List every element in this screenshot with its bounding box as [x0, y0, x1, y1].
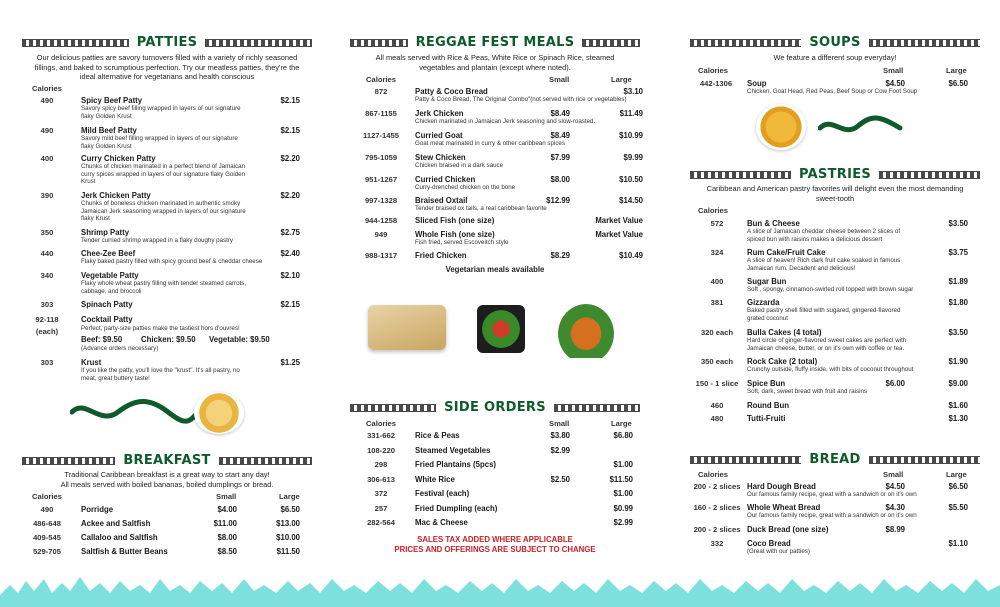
description-line: A slice of heaven! Rich dark fruit cake soaked in famous — [747, 257, 901, 264]
item-description — [747, 388, 947, 396]
item-price-small: $6.00 — [885, 379, 905, 388]
item-price-small: $8.00 — [217, 533, 237, 542]
item-calories: 409-545 — [33, 533, 61, 542]
item-description — [747, 286, 947, 294]
description-line: Chunks of chicken marinated in a perfect blend of Jamaican — [81, 163, 246, 170]
item-name: Shrimp Patty — [81, 228, 130, 237]
item-price: $2.10 — [280, 271, 300, 280]
divider — [22, 39, 129, 47]
item-name: Ackee and Saltfish — [81, 519, 151, 528]
item-calories: 340 — [40, 271, 54, 280]
item-name: Jerk Chicken — [415, 109, 464, 118]
item-calories: 257 — [374, 503, 388, 513]
soups-col-header: Calories Small Large — [698, 66, 967, 75]
item-price-large: $11.50 — [276, 547, 300, 556]
item-description — [81, 200, 276, 223]
item-calories: 108-220 — [367, 445, 395, 455]
item-calories: 529-705 — [33, 547, 61, 556]
description-line: Flaky whole wheat pastry filling with tender steamed carrots, — [81, 280, 247, 287]
jerk-chicken-plate-image — [477, 305, 525, 353]
pastries-header — [690, 163, 980, 185]
item-description: Chicken braised in a dark sauce — [415, 162, 504, 169]
breakfast-header — [22, 449, 312, 471]
item-name: Stew Chicken — [415, 153, 466, 162]
item-price-large: $10.00 — [276, 533, 300, 542]
divider — [22, 457, 115, 465]
item-calories: 480 — [710, 414, 724, 423]
item-calories: 867-1155 — [365, 109, 397, 118]
item-price: $1.89 — [948, 277, 968, 286]
item-name: White Rice — [415, 474, 455, 484]
breakfast-title: BREAKFAST — [123, 452, 211, 468]
squiggle-decoration — [818, 114, 903, 140]
item-name: Porridge — [81, 505, 114, 514]
description-line: Jamaican rum. Decadent and delicious! — [747, 264, 856, 272]
description-line: Jamaican cheese, butter, or on it's own with coffee or tea. — [747, 344, 905, 352]
item-calories: 350 each — [700, 357, 734, 366]
item-name: Whole Wheat Bread — [747, 503, 821, 512]
item-price-small: $8.49 — [550, 131, 570, 140]
item-description: Chicken marinated in Jamaican Jerk seasoning and slow-roasted. — [415, 118, 596, 125]
divider — [219, 457, 312, 465]
item-calories: 160 - 2 slices — [693, 503, 741, 512]
item-calories: 572 — [710, 219, 724, 228]
item-calories: 400 — [40, 154, 54, 163]
item-name: Rice & Peas — [415, 431, 460, 440]
item-name: Braised Oxtail — [415, 196, 468, 205]
item-calories: 306-613 — [367, 474, 395, 484]
item-description — [81, 105, 276, 120]
item-description — [81, 280, 276, 295]
item-price-small: $4.50 — [885, 482, 905, 491]
item-name: Saltfish & Butter Beans — [81, 547, 168, 556]
patties-col-header: Calories — [32, 84, 62, 93]
item-calories: 460 — [710, 401, 724, 410]
item-price-small: $2.50 — [550, 474, 570, 484]
item-name: Fried Plantains (5pcs) — [415, 460, 497, 469]
item-price-small: $8.49 — [550, 109, 570, 118]
patties-intro: Our delicious patties are savory turnovers filled with a variety of richly seasoned fillings, and baked to scrumptious perfection. Try our meatless patties, they're the ideal alternative for vegetarians and health conscious — [34, 53, 300, 81]
sides-header — [350, 396, 640, 418]
description-line: flaky Golden Krust — [81, 142, 132, 150]
item-price-large: Market Value — [595, 230, 643, 239]
item-name: Jerk Chicken Patty — [81, 191, 151, 200]
divider — [690, 39, 801, 47]
bread-col-header: Calories Small Large — [698, 470, 967, 479]
item-calories: 331-662 — [367, 431, 395, 440]
divider — [690, 171, 791, 179]
squiggle-decoration — [70, 398, 205, 428]
item-price-small: $4.00 — [217, 505, 237, 514]
grass-border-decoration — [0, 569, 1000, 607]
breakfast-col-header: Calories Small Large — [32, 492, 300, 501]
soups-header — [690, 31, 980, 53]
item-price-large: Market Value — [595, 216, 643, 225]
item-name: Vegetable Patty — [81, 271, 139, 280]
item-name: Rum Cake/Fruit Cake — [747, 248, 826, 257]
item-price: $1.30 — [948, 414, 968, 423]
item-name: Fried Chicken — [415, 251, 467, 260]
divider — [350, 39, 408, 47]
item-price-large: $13.00 — [276, 519, 300, 528]
description-line: Hard circle of ginger-flavored sweet cakes are perfect with — [747, 337, 907, 344]
fried-chicken-image — [558, 304, 614, 358]
breakfast-intro: Traditional Caribbean breakfast is a great way to start any day! All meals served with boiled bananas, boiled dumplings or bread. — [60, 470, 274, 489]
patties-header — [22, 31, 312, 53]
item-calories: 490 — [40, 505, 54, 514]
item-name: Sugar Bun — [747, 277, 787, 286]
item-price-large: $0.99 — [613, 503, 633, 513]
item-description: Chicken, Goat Head, Red Peas, Beef Soup or Cow Foot Soup — [747, 88, 918, 95]
item-name: Spicy Beef Patty — [81, 96, 143, 105]
description-line: Crunchy outside, fluffy inside, with bits of coconut throughout — [747, 366, 914, 373]
item-description — [81, 135, 276, 150]
item-price: $2.15 — [280, 96, 300, 105]
item-name: Chee-Zee Beef — [81, 249, 136, 258]
item-name: Duck Bread (one size) — [747, 525, 829, 534]
item-name: Round Bun — [747, 401, 790, 410]
item-name: Hard Dough Bread — [747, 482, 816, 491]
item-price: $1.60 — [948, 401, 968, 410]
item-description — [747, 366, 947, 374]
pastries-intro: Caribbean and American pastry favorites will delight even the most demanding sweet-tooth — [706, 184, 964, 203]
item-price: $3.50 — [948, 219, 968, 228]
item-description — [81, 163, 276, 186]
description-line: Krust — [81, 178, 96, 186]
item-price-small: $8.50 — [217, 547, 237, 556]
item-price-large: $10.50 — [619, 175, 643, 184]
tax-notice: SALES TAX ADDED WHERE APPLICABLE PRICES AND OFFERINGS ARE SUBJECT TO CHANGE — [394, 535, 596, 554]
item-price: $9.00 — [948, 379, 968, 388]
bread-header — [690, 448, 980, 470]
description-line: grated coconut — [747, 314, 788, 322]
item-price-large: $1.00 — [613, 489, 633, 498]
item-price-small: $7.99 — [550, 153, 570, 162]
description-line: Jamaican Jerk seasoning wrapped in layers of our signature — [81, 207, 246, 215]
item-calories: 200 - 2 slices — [693, 482, 741, 491]
item-price-large: $14.50 — [619, 196, 643, 205]
item-name: Curried Goat — [415, 131, 463, 140]
description-line: flaky Krust — [81, 215, 110, 223]
item-price-large: $10.99 — [619, 131, 643, 140]
item-name: Festival (each) — [415, 489, 470, 498]
item-name: Coco Bread — [747, 539, 791, 548]
item-name: Mild Beef Patty — [81, 126, 137, 135]
item-price-small: $3.80 — [550, 431, 570, 440]
divider — [879, 171, 980, 179]
patty-plate-image — [194, 392, 244, 434]
item-name: Bun & Cheese — [747, 219, 800, 228]
vegetarian-note: Vegetarian meals available — [445, 265, 545, 274]
soups-intro: We feature a different soup everyday! — [773, 53, 897, 62]
item-description: Patty & Coco Bread, The Original Combo"(not served with rice or vegetables) — [415, 96, 627, 103]
item-calories: 303 — [40, 300, 54, 309]
item-description: Goat meat marinated in curry & other caribbean spices — [415, 140, 565, 147]
item-name: Sliced Fish (one size) — [415, 216, 495, 225]
item-description: Fish fried, served Escoveitch style — [415, 239, 509, 246]
item-calories: 150 - 1 slice — [695, 379, 739, 388]
item-description: Our famous family recipe, great with a sandwich or on it's own — [747, 512, 917, 519]
item-description: Curry-drenched chicken on the bone — [415, 184, 516, 191]
item-price-large: $9.99 — [623, 153, 643, 162]
item-price: $2.75 — [280, 228, 300, 237]
reggae-title: REGGAE FEST MEALS — [415, 34, 575, 50]
description-line: cabbage, and broccoli — [81, 287, 142, 295]
item-price-large: $2.99 — [613, 518, 633, 527]
soups-title: SOUPS — [809, 34, 861, 50]
patties-title: PATTIES — [136, 34, 198, 50]
description-line: Tender curried shrimp wrapped in a flaky doughy pastry — [81, 237, 234, 244]
item-calories: 490 — [40, 96, 54, 105]
item-calories: 440 — [40, 249, 54, 258]
item-price-large: $11.49 — [619, 109, 643, 118]
item-calories: 442-1306 — [699, 79, 733, 88]
item-price: $2.20 — [280, 154, 300, 163]
divider — [350, 404, 436, 412]
item-description — [747, 228, 947, 243]
item-calories: 795-1059 — [364, 153, 398, 162]
item-calories: 400 — [710, 277, 724, 286]
description-line: Savory mild beef filling wrapped in layers of our signature — [81, 135, 238, 142]
item-name: Curry Chicken Patty — [81, 154, 156, 163]
description-line: A slice of Jamaican cheddar cheese between 2 slices of — [747, 228, 901, 235]
item-name: Patty & Coco Bread — [415, 87, 488, 96]
divider — [869, 39, 980, 47]
item-description — [747, 257, 947, 272]
item-calories: 324 — [710, 248, 724, 257]
item-name: Steamed Vegetables — [415, 445, 491, 455]
item-price-small: $8.99 — [885, 525, 905, 534]
item-calories: 372 — [374, 489, 388, 498]
item-calories: 951-1267 — [364, 175, 398, 184]
description-line: Soft, dark, sweet bread with fruit and raisins — [747, 388, 868, 395]
item-calories: 390 — [40, 191, 54, 200]
description-line: Soft , spongy, cinnamon-swirled roll topped with brown sugar — [747, 286, 914, 293]
description-line: spiced bun with raisins makes a delicious dessert — [747, 235, 883, 243]
sides-title: SIDE ORDERS — [444, 399, 546, 415]
description-line: Baked pastry shell filled with sugared, gingered-flavored — [747, 307, 901, 314]
item-price-large: $11.50 — [609, 474, 633, 484]
item-name: Whole Fish (one size) — [415, 230, 495, 239]
reggae-header — [350, 31, 640, 53]
item-name: Curried Chicken — [415, 175, 476, 184]
item-calories: 490 — [40, 126, 54, 135]
divider — [205, 39, 312, 47]
description-line: flaky Golden Krust — [81, 112, 132, 120]
item-description — [747, 307, 947, 322]
item-name: Mac & Cheese — [415, 518, 468, 527]
item-price-small: $8.00 — [550, 175, 570, 184]
divider — [582, 39, 640, 47]
item-price-small: $4.30 — [885, 503, 905, 512]
item-description — [747, 337, 947, 352]
item-name: Spinach Patty — [81, 300, 133, 309]
item-price-small: $8.29 — [550, 251, 570, 260]
item-calories: 944-1258 — [364, 216, 398, 225]
item-price: $2.15 — [280, 126, 300, 135]
description-line: curry spices wrapped in layers of our signature flaky Golden — [81, 170, 246, 178]
item-calories: 997-1328 — [364, 196, 398, 205]
item-description: Tender braised ox tails, a real caribbean favorite — [415, 205, 547, 212]
item-calories: 350 — [40, 228, 54, 237]
item-price-small: $4.50 — [885, 79, 905, 88]
item-price-large: $3.10 — [623, 87, 643, 96]
item-name: Rock Cake (2 total) — [747, 357, 818, 366]
item-calories: 282-564 — [367, 518, 395, 527]
pastries-title: PASTRIES — [798, 166, 872, 182]
reggae-intro: All meals served with Rice & Peas, White Rice or Spinach Rice, steamed vegetables and plantain (except where noted). — [375, 53, 615, 72]
bread-title: BREAD — [809, 451, 861, 467]
item-price-small: $12.99 — [546, 196, 570, 205]
item-name: Callaloo and Saltfish — [81, 533, 158, 542]
item-price-large: $6.50 — [280, 505, 300, 514]
item-name: Tutti-Fruiti — [747, 414, 786, 423]
item-calories: 298 — [374, 460, 388, 469]
reggae-col-header: Calories Small Large — [366, 75, 632, 84]
pastries-col-header: Calories — [698, 206, 728, 215]
item-name: Spice Bun — [747, 379, 786, 388]
item-price: $3.50 — [948, 328, 968, 337]
item-name: Fried Dumpling (each) — [415, 503, 498, 513]
item-calories: 200 - 2 slices — [693, 525, 741, 534]
item-price-small: $2.99 — [550, 445, 570, 455]
item-description — [81, 237, 276, 245]
item-price: $1.80 — [948, 298, 968, 307]
item-calories: 320 each — [700, 328, 734, 337]
item-calories: 949 — [374, 230, 388, 239]
item-price-small: $11.00 — [213, 519, 237, 528]
item-price: $3.75 — [948, 248, 968, 257]
item-calories: 381 — [710, 298, 724, 307]
item-price: $2.15 — [280, 300, 300, 309]
item-description: Our famous family recipe, great with a sandwich or on it's own — [747, 491, 917, 498]
item-price: $1.90 — [948, 357, 968, 366]
item-calories: 486-648 — [33, 519, 61, 528]
item-name: Bulla Cakes (4 total) — [747, 328, 822, 337]
description-line: Flaky baked pastry filled with spicy ground beef & cheddar cheese — [81, 258, 263, 265]
item-description — [81, 258, 276, 266]
soup-bowl-image — [756, 104, 806, 150]
divider — [554, 404, 640, 412]
divider — [869, 456, 980, 464]
item-price-large: $6.80 — [613, 431, 633, 440]
item-price-large: $10.49 — [619, 251, 643, 260]
cocktail-patties-image — [368, 305, 446, 350]
item-name: Gizzarda — [747, 298, 780, 307]
item-price-large: $5.50 — [948, 503, 968, 512]
item-calories: 1127-1455 — [363, 131, 399, 140]
item-calories: 988-1317 — [364, 251, 398, 260]
item-calories: 332 — [710, 539, 724, 548]
item-price-large: $6.50 — [948, 79, 968, 88]
item-description: (Great with our patties) — [747, 548, 810, 555]
divider — [690, 456, 801, 464]
item-price-large: $1.10 — [948, 539, 968, 548]
item-price: $2.20 — [280, 191, 300, 200]
description-line: Savory spicy beef filling wrapped in layers of our signature — [81, 105, 241, 112]
description-line: Chunks of boneless chicken marinated in authentic smoky — [81, 200, 241, 207]
sides-col-header: Calories Small Large — [366, 419, 632, 428]
item-price-large: $6.50 — [948, 482, 968, 491]
item-calories: 872 — [374, 87, 388, 96]
item-price-large: $1.00 — [613, 460, 633, 469]
item-price: $2.40 — [280, 249, 300, 258]
item-name: Soup — [747, 79, 767, 88]
